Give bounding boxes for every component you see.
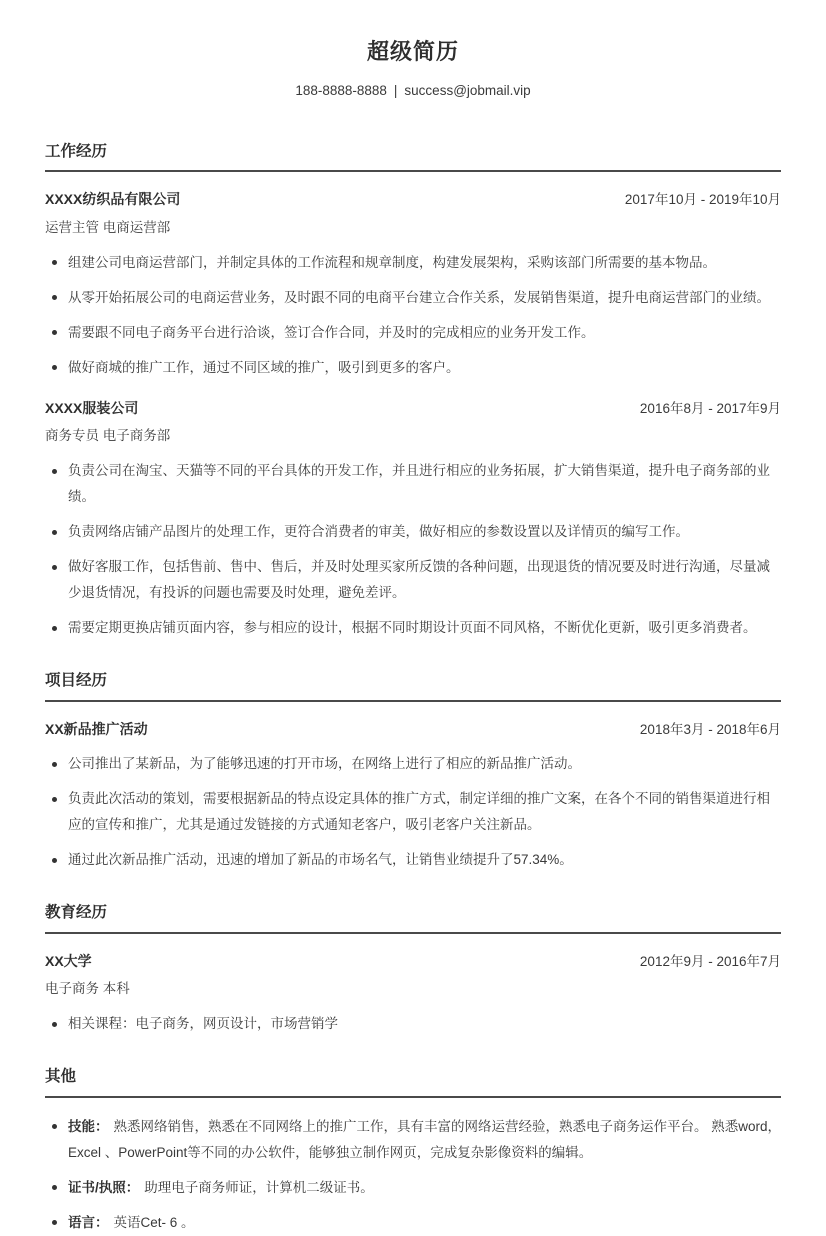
date-range: 2016年8月 - 2017年9月 — [639, 400, 781, 416]
work-entry — [45, 188, 781, 380]
section-title: 工作经历 — [45, 143, 781, 173]
company-name: XXXX服装公司 — [45, 399, 139, 416]
bullet-label: 技能： — [68, 1118, 109, 1134]
entry-header — [45, 718, 781, 740]
section-title: 项目经历 — [45, 672, 781, 702]
bullet-text: 熟悉网络销售，熟悉在不同网络上的推广工作，具有丰富的网络运营经验，熟悉电子商务运作平台。 熟悉word，Excel 、PowerPoint等不同的办公软件，能够独立制作网页，完成复杂影像资料的编辑。 — [68, 1118, 782, 1160]
bullet-list — [45, 458, 781, 641]
section-title: 其他 — [45, 1068, 781, 1098]
date-range: 2012年9月 - 2016年7月 — [639, 953, 781, 969]
section-work-experience — [45, 143, 781, 642]
project-name: XX新品推广活动 — [45, 720, 148, 737]
work-entry — [45, 397, 781, 641]
bullet-item-skills — [45, 1114, 781, 1166]
school-name: XX大学 — [45, 952, 92, 969]
section-title: 教育经历 — [45, 904, 781, 934]
resume-title: 超级简历 — [366, 39, 459, 64]
bullet-text: 助理电子商务师证，计算机二级证书。 — [144, 1179, 374, 1195]
email-address: success@jobmail.vip — [404, 82, 531, 98]
section-education — [45, 904, 781, 1037]
job-title: 商务专员 电子商务部 — [45, 428, 171, 444]
section-other — [45, 1068, 781, 1236]
bullet-list — [45, 1011, 781, 1037]
bullet-item: 负责网络店铺产品图片的处理工作，更符合消费者的审美，做好相应的参数设置以及详情页的编写工作。 — [45, 519, 781, 545]
bullet-list — [45, 250, 781, 381]
phone-number: 188-8888-8888 — [295, 82, 387, 98]
bullet-item: 公司推出了某新品，为了能够迅速的打开市场，在网络上进行了相应的新品推广活动。 — [45, 751, 781, 777]
company-name: XXXX纺织品有限公司 — [45, 191, 181, 208]
date-range: 2017年10月 - 2019年10月 — [624, 192, 781, 208]
bullet-item: 相关课程：电子商务，网页设计，市场营销学 — [45, 1011, 781, 1037]
resume-header — [45, 38, 781, 98]
contact-line — [45, 83, 781, 98]
education-entry — [45, 950, 781, 1037]
job-title: 运营主管 电商运营部 — [45, 219, 171, 235]
bullet-item-certificates — [45, 1175, 781, 1201]
bullet-list — [45, 1114, 781, 1236]
bullet-item: 需要跟不同电子商务平台进行洽谈，签订合作合同，并及时的完成相应的业务开发工作。 — [45, 320, 781, 346]
bullet-label: 语言： — [68, 1214, 109, 1230]
degree-major: 电子商务 本科 — [45, 981, 130, 997]
bullet-label: 证书/执照： — [68, 1179, 140, 1195]
bullet-item: 需要定期更换店铺页面内容，参与相应的设计，根据不同时期设计页面不同风格，不断优化更新，吸引更多消费者。 — [45, 615, 781, 641]
bullet-item-language — [45, 1210, 781, 1236]
contact-separator: | — [393, 82, 398, 98]
bullet-item: 通过此次新品推广活动，迅速的增加了新品的市场名气，让销售业绩提升了57.34%。 — [45, 847, 781, 873]
bullet-item: 组建公司电商运营部门，并制定具体的工作流程和规章制度，构建发展架构，采购该部门所需要的基本物品。 — [45, 250, 781, 276]
other-entry — [45, 1114, 781, 1236]
project-entry — [45, 718, 781, 874]
date-range: 2018年3月 - 2018年6月 — [639, 721, 781, 737]
section-project-experience — [45, 672, 781, 873]
bullet-item: 从零开始拓展公司的电商运营业务，及时跟不同的电商平台建立合作关系，发展销售渠道，提升电商运营部门的业绩。 — [45, 285, 781, 311]
entry-header — [45, 188, 781, 210]
bullet-item: 做好商城的推广工作，通过不同区域的推广，吸引到更多的客户。 — [45, 355, 781, 381]
entry-header — [45, 950, 781, 972]
entry-header — [45, 397, 781, 419]
bullet-item: 负责此次活动的策划，需要根据新品的特点设定具体的推广方式，制定详细的推广文案，在各个不同的销售渠道进行相应的宣传和推广，尤其是通过发链接的方式通知老客户，吸引老客户关注新品。 — [45, 786, 781, 838]
bullet-item: 负责公司在淘宝、天猫等不同的平台具体的开发工作，并且进行相应的业务拓展，扩大销售渠道，提升电子商务部的业绩。 — [45, 458, 781, 510]
bullet-item: 做好客服工作，包括售前、售中、售后，并及时处理买家所反馈的各种问题，出现退货的情况要及时进行沟通，尽量减少退货情况，有投诉的问题也需要及时处理，避免差评。 — [45, 554, 781, 606]
bullet-text: 英语Cet- 6 。 — [113, 1214, 195, 1230]
bullet-list — [45, 751, 781, 873]
